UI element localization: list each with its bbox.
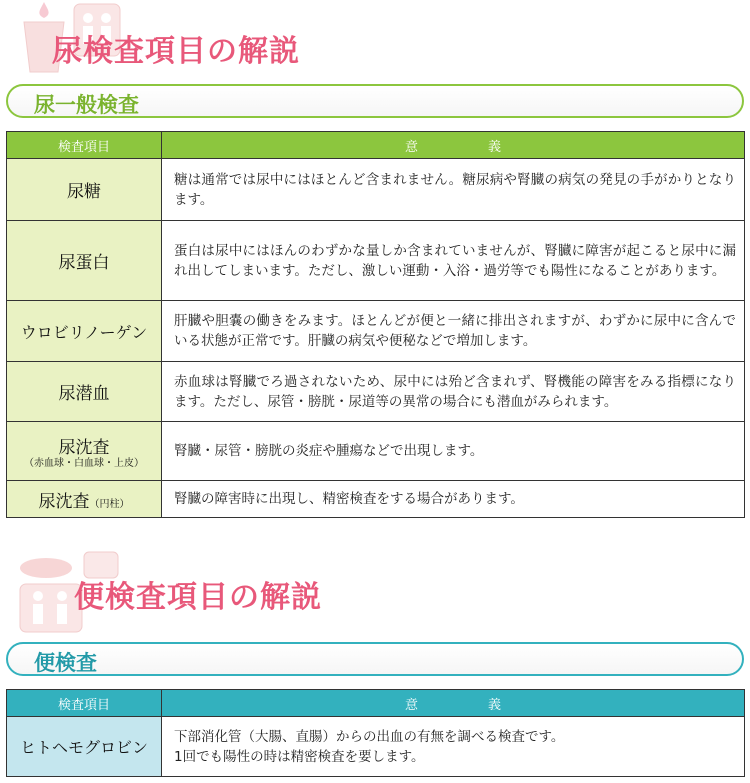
- row-label: ウロビリノーゲン: [7, 301, 162, 362]
- urine-section-title: 尿検査項目の解説: [52, 34, 300, 69]
- stool-pill-header: [6, 642, 744, 676]
- row-label: 尿沈査 （赤血球・白血球・上皮）: [7, 422, 162, 481]
- header-meaning: 意 義: [162, 132, 745, 159]
- table-row: [7, 422, 745, 481]
- stool-section-title: 便検査項目の解説: [74, 580, 322, 615]
- table-row: [7, 221, 745, 301]
- header-item: 検査項目: [7, 132, 162, 159]
- row-label: ヒトヘモグロビン: [7, 717, 162, 777]
- row-sublabel: （円柱）: [89, 498, 130, 510]
- stool-table: [6, 689, 745, 777]
- row-label: 尿糖: [7, 159, 162, 221]
- table-row: [7, 301, 745, 362]
- urine-table: [6, 131, 745, 518]
- row-text: 赤血球は腎臓でろ過されないため、尿中には殆ど含まれず、腎機能の障害をみる指標になります。ただし、尿管・膀胱・尿道等の異常の場合にも潜血がみられます。: [162, 362, 745, 422]
- urine-pill-header: [6, 84, 744, 118]
- table-header-row: [7, 132, 745, 159]
- urine-pill-label: 尿一般検査: [34, 93, 139, 117]
- stool-pill-label: 便検査: [34, 651, 97, 675]
- row-text: 腎臓・尿管・膀胱の炎症や腫瘍などで出現します。: [162, 422, 745, 481]
- table-header-row: [7, 690, 745, 717]
- header-meaning: 意 義: [162, 690, 745, 717]
- row-text: 下部消化管（大腸、直腸）からの出血の有無を調べる検査です。 1回でも陽性の時は精密検査を要します。: [162, 717, 745, 777]
- row-text: 肝臓や胆嚢の働きをみます。ほとんどが便と一緒に排出されますが、わずかに尿中に含んでいる状態が正常です。肝臓の病気や便秘などで増加します。: [162, 301, 745, 362]
- table-row: [7, 481, 745, 518]
- row-text: 腎臓の障害時に出現し、精密検査をする場合があります。: [162, 481, 745, 518]
- table-row: [7, 159, 745, 221]
- row-sublabel: （赤血球・白血球・上皮）: [24, 458, 144, 469]
- row-label: 尿沈査（円柱）: [7, 481, 162, 518]
- row-text: 糖は通常では尿中にはほとんど含まれません。糖尿病や腎臓の病気の発見の手がかりとなります。: [162, 159, 745, 221]
- header-item: 検査項目: [7, 690, 162, 717]
- table-row: [7, 362, 745, 422]
- row-label: 尿蛋白: [7, 221, 162, 301]
- table-row: [7, 717, 745, 777]
- row-label: 尿潜血: [7, 362, 162, 422]
- row-text: 蛋白は尿中にはほんのわずかな量しか含まれていませんが、腎臓に障害が起こると尿中に漏れ出してしまいます。ただし、激しい運動・入浴・過労等でも陽性になることがあります。: [162, 221, 745, 301]
